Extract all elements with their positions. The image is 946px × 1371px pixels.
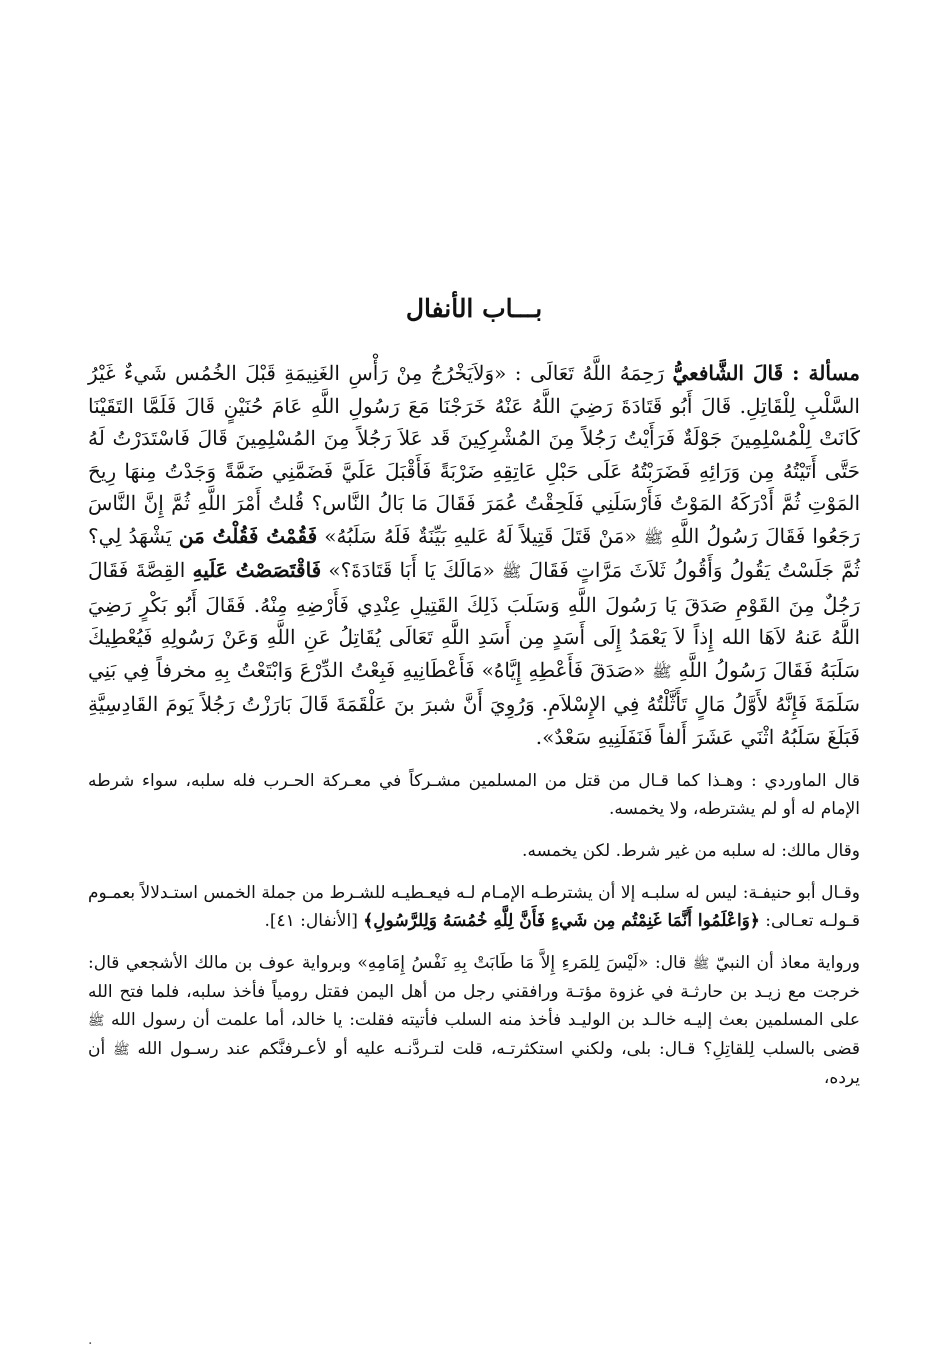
matn-text-3: يَشْهَدُ لِي؟ ثُمَّ جَلَسْتُ يَقُولُ وَأَقُولُ ثَلاَثَ مَرَّاتٍ فَقَالَ — [88, 523, 860, 582]
commentary-paragraph — [88, 879, 860, 935]
salla-symbol: ﷺ — [502, 562, 522, 581]
commentary-paragraph: قال الماوردي : وهـذا كما قـال من قتل من المسلمين مشـركاً في معـركة الحـرب فله سلبه، سواء شرطه الإمام له أو لم يشترطه، ولا يخمسه. — [88, 771, 860, 819]
matn-bold-1: فَقُمْتُ فَقُلْتُ مَن — [178, 523, 318, 548]
matn-text-1: رَحِمَهُ اللَّهُ تَعَالَى : «وَلاَيَخْرُجُ مِنْ رَأْسِ الغَنِيمَةِ قَبْلَ الخُمُس شَيءٌ غَيْرُ السَّلْبِ لِلْقَاتِلِ. قَالَ أَبُو قَتَادَةَ رَضِيَ اللَّهُ عَنْهُ خَرَجْنَا مَعَ رَسُولِ اللَّهِ عَامَ حُنَيْنٍ قَالَ فَلَمَّا التَقَيْنَا كَانَتْ لِلْمُسْلِمِينَ جَوْلَةٌ فَرَأَيْتُ رَجُلاً مِنَ المُشْرِكِينَ قَد عَلاَ رَجُلاً مِنَ المُسْلِمِينَ قَالَ فَاسْتَدَرْتُ لَهُ حَتَّى أَتَيْتُهُ مِن وَرَائِهِ فَضَرَبْتُهُ عَلَى حَبْلِ عَاتِقِهِ ضَرْبَةً فَأَقْبَلَ عَلَيَّ فَضَمَّنِي ضَمَّةً وَجَدْتُ مِنهَا رِيحَ المَوْتِ ثُمَّ أَدْرَكَهُ المَوْتُ فَأَرْسَلَنِي فَلَحِقْتُ عُمَرَ فَقَالَ مَا بَالُ النَّاس؟ قُلتُ أَمْرَ اللَّهِ ثُمَّ إِنَّ النَّاسَ رَجَعُوا فَقَالَ رَسُولُ اللَّهِ — [88, 361, 860, 548]
salla-symbol: ﷺ — [692, 956, 710, 972]
chapter-title: بـــاب الأنفال — [405, 294, 543, 323]
matn-text-2: «مَنْ قَتَلَ قَتِيلاً لَهُ عَليهِ بَيِّنَةٌ فَلَهُ سَلَبُهُ» — [317, 523, 644, 548]
salla-symbol: ﷺ — [652, 661, 672, 681]
commentary-text: ورواية معاذ أن النبيّ — [709, 953, 860, 973]
page-content — [88, 280, 860, 1092]
salla-symbol: ﷺ — [113, 1042, 130, 1058]
commentary-text: وقـال أبو حنيفـة: ليس له سلبـه إلا أن يشترطـه الإمـام لـه فيعـطيـه للشـرط من جملة الخمس استـدلالاً بعمـوم قـولـه تعـالى: — [88, 883, 860, 931]
salla-symbol: ﷺ — [643, 527, 664, 547]
matn-paragraph — [88, 357, 860, 753]
matn-text-6: «صَدَقَ فَأَعْطِهِ إِيَّاهُ» فَأَعْطَانِيهِ فَبِعْتُ الدِّرْعَ وَابْتَعْتُ بِهِ مخرفاً فِي بَنِي سَلَمَةَ فَإِنَّهُ لأَوَّلُ مَالٍ تَأَثَّلْتُهُ فِي الإِسْلاَمِ. وَرُوِيَ أَنَّ شبرَ بنَ عَلْقَمَةَ قَالَ بَارَزْتُ رَجُلاً يَومَ القَادِسِيَّةِ فَبَلَغَ سَلَبُهُ اثْنَي عَشَرَ أَلفاً فَنَفَلَنِيهِ سَعْدٌ». — [88, 657, 860, 749]
commentary-paragraph — [88, 949, 860, 1092]
commentary-text: أن يرده، — [88, 1039, 860, 1088]
commentary-paragraph: وقال مالك: له سلبه من غير شرط. لكن يخمسه. — [522, 841, 860, 861]
verse-reference: [الأنفال: ٤١]. — [264, 911, 364, 931]
commentary-text: قال: «لَيْسَ لِلمَرءِ إِلاَّ مَا طَابَتْ بِهِ نَفْسُ إِمَامِهِ» وبرواية عوف بن مالك الأشجعي قال: خرجت مع زيـد بن حارثـة في غزوة مؤتـة ورافقني رجل من أهل اليمن فقتل رومياً فأخذ سلبه، فلما فتح الله على المسلمين بعث إليـه خالـد بن الوليـد فأخذ منه السلب فأتيته فقلت: يا خالد، أما علمت أن رسول الله — [88, 953, 860, 1030]
matn-text-4: «مَالَكَ يَا أَبَا قَتَادَةَ؟» — [321, 558, 503, 582]
quran-verse: ﴿وَاعْلَمُوا أَنَّمَا غَنِمْتُم مِن شَيءٍ فَأَنَّ لِلَّهِ خُمُسَهُ وَلِلرَّسُولِ﴾ — [363, 911, 760, 931]
salla-symbol: ﷺ — [88, 1013, 105, 1029]
commentary-text: قضى بالسلب لِلقاتِلِ؟ قـال: بلى، ولكني استكثرتـه، قلت لتـردَّنـه عليه أو لأعـرفنَّكم عند رسـول الله — [129, 1039, 860, 1059]
matn-text-5: القِصَّةَ فَقَالَ رَجُلٌ مِنَ القَوْمِ صَدَقَ يَا رَسُولَ اللَّهِ وَسَلَبَ ذَلِكَ القَتِيلِ عِنْدِي فَأَرْضِهِ مِنْهُ. فَقَالَ أَبُو بَكْرٍ رَضِيَ اللَّهُ عَنهُ لاَهَا الله إِذاً لاَ يَعْمَدُ إِلَى أَسَدٍ مِن أَسَدِ اللَّهِ تَعَالَى يُقَاتِلُ عَنِ اللَّهِ وَعَنْ رَسُولِهِ فَيُعْطِيكَ سَلَبَهُ فَقَالَ رَسُولُ اللَّهِ — [88, 558, 861, 682]
masala-lead: مسألة : قَالَ الشَّافعيُّ — [672, 361, 860, 385]
page-mark: . — [88, 1332, 93, 1348]
matn-bold-2: فَاقْتَصَصْتُ عَلَيهِ — [192, 558, 322, 582]
